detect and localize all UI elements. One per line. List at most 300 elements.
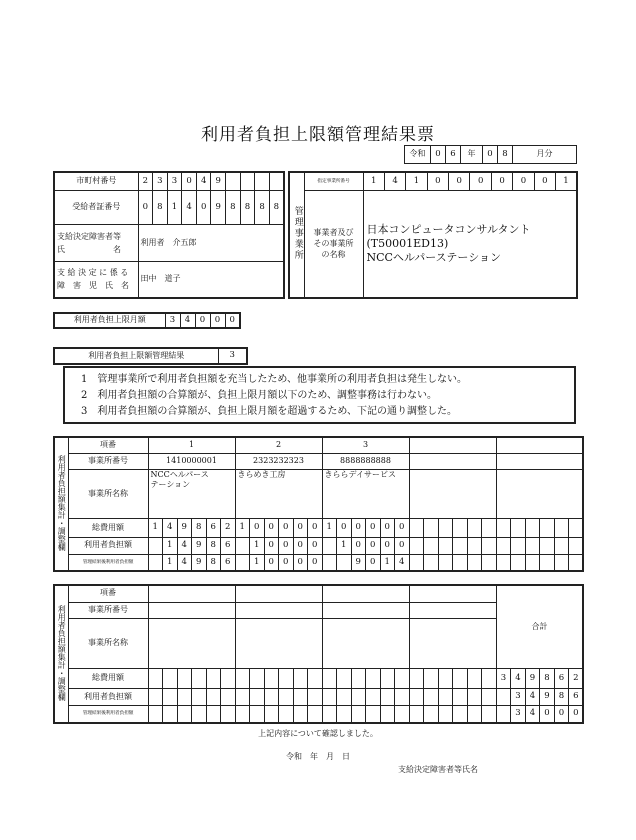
empty-digit [250,706,265,723]
grid-side-text: 利用者負担額集計・調整欄 [57,454,67,551]
year-unit: 年 [461,146,483,164]
amount-digit [554,537,569,554]
amount-digit [148,537,163,554]
designated-digit: 0 [513,172,534,190]
designated-digit: 4 [384,172,405,190]
grid-row-label: 管理結果後利用者負担額 [68,706,148,723]
empty-digit [308,669,323,689]
empty-digit [409,688,424,705]
amount-digit [482,537,497,554]
empty-digit [351,706,366,723]
office-number: 2323232323 [235,454,322,470]
form-title: 利用者負担上限額管理結果票 [201,125,435,145]
empty-digit [206,706,221,723]
empty-digit [438,706,453,723]
amount-digit [554,554,569,571]
office-name-cell: きららデイサービス [322,469,409,518]
empty-digit [409,669,424,689]
empty-digit [221,706,236,723]
empty-digit [192,669,207,689]
amount-digit: 8 [206,537,221,554]
empty-cell [409,618,496,669]
empty-digit [351,669,366,689]
grid-side-text: 利用者負担額集計・調整欄 [57,604,67,701]
amount-digit [525,519,540,538]
empty-digit [163,706,178,723]
empty-digit [192,688,207,705]
amount-digit [540,537,555,554]
empty-digit [453,706,468,723]
amount-digit [482,554,497,571]
amount-digit [496,554,511,571]
office-name-label-line: 事業者及び [313,228,354,238]
grid-row-label: 項番 [68,585,148,602]
amount-digit [496,537,511,554]
total-digit [496,706,511,723]
guardian-name: 利用者 介五郎 [138,225,284,262]
amount-digit [409,554,424,571]
total-digit: 6 [554,669,569,689]
amount-digit: 8 [206,554,221,571]
amount-digit [424,537,439,554]
empty-digit [293,669,308,689]
result-note: 1 管理事業所で利用者負担額を充当したため、他事業所の利用者負担は発生しない。 [81,374,467,385]
child-label [54,261,138,298]
amount-digit [525,537,540,554]
total-digit: 4 [525,688,540,705]
amount-digit: 0 [279,519,294,538]
amount-digit: 1 [163,537,178,554]
total-digit: 0 [569,706,584,723]
amount-digit: 0 [293,537,308,554]
amount-digit: 6 [221,554,236,571]
amount-digit [569,554,584,571]
amount-digit [540,554,555,571]
amount-digit: 9 [177,519,192,538]
amount-digit: 4 [395,554,410,571]
amount-digit [467,519,482,538]
amount-digit [424,519,439,538]
month-digit: 8 [498,146,513,164]
cap-digit: 0 [225,313,240,328]
amount-digit [424,554,439,571]
empty-digit [453,669,468,689]
amount-digit: 0 [351,537,366,554]
amount-digit [453,519,468,538]
municipality-digit: 4 [196,172,211,190]
empty-digit [366,706,381,723]
total-digit: 8 [540,669,555,689]
designated-digit: 0 [449,172,470,190]
certificate-digit: 9 [211,190,226,225]
result-notes [63,366,576,424]
empty-digit [163,688,178,705]
empty-digit [250,669,265,689]
month-unit: 月分 [513,146,577,164]
office-name-cell: きらめき工房 [235,469,322,518]
amount-digit [322,537,337,554]
amount-digit: 1 [322,519,337,538]
total-digit: 3 [496,669,511,689]
empty-cell [322,602,409,618]
cap-table [53,312,241,329]
empty-digit [293,706,308,723]
office-number [496,454,583,470]
designated-no-label: 指定事業所番号 [304,172,363,190]
amount-digit: 0 [264,537,279,554]
office-name-label [304,190,363,298]
amount-digit [467,537,482,554]
empty-digit [279,706,294,723]
empty-digit [380,688,395,705]
empty-digit [308,706,323,723]
blank-cell [269,172,284,190]
certificate-digit: 8 [269,190,284,225]
amount-digit: 4 [163,519,178,538]
designated-digit: 0 [470,172,491,190]
child-label-line: 障 害 児 氏 名 [57,281,129,291]
amount-digit: 0 [308,537,323,554]
amount-digit [409,519,424,538]
item-number [496,437,583,454]
amount-digit [235,537,250,554]
certificate-label: 受給者証番号 [54,190,138,225]
burden-grid-2 [53,584,584,724]
blank-cell [255,172,270,190]
empty-cell [322,585,409,602]
total-digit: 9 [540,688,555,705]
amount-digit [554,519,569,538]
empty-digit [337,706,352,723]
child-name: 田中 道子 [138,261,284,298]
designated-digit: 0 [427,172,448,190]
signature-label: 支給決定障害者等氏名 [398,765,478,774]
recipient-info-table [53,171,285,299]
empty-digit [438,669,453,689]
item-number: 1 [148,437,235,454]
manager-vertical-label [289,172,304,298]
total-digit: 9 [525,669,540,689]
amount-digit [511,537,526,554]
date-line: 令和 年 月 日 [286,752,350,761]
manager-office-table [288,171,578,299]
certificate-digit: 4 [182,190,197,225]
grid-row-label: 総費用額 [68,669,148,689]
amount-digit [569,537,584,554]
amount-digit [496,519,511,538]
office-name-cell: NCCヘルパース テーション [148,469,235,518]
empty-cell [235,585,322,602]
amount-digit [525,554,540,571]
grid-side-label [54,437,68,571]
amount-digit: 0 [380,537,395,554]
office-name-line: (T50001ED13) [366,236,449,250]
empty-digit [221,669,236,689]
designated-digit: 1 [363,172,384,190]
office-name-line: 日本コンピュータコンサルタント [366,222,531,236]
empty-digit [482,669,497,689]
office-number: 1410000001 [148,454,235,470]
empty-digit [467,688,482,705]
empty-digit [424,706,439,723]
designated-digit: 1 [406,172,427,190]
amount-digit: 0 [279,537,294,554]
amount-digit: 1 [250,554,265,571]
certificate-digit: 8 [226,190,241,225]
empty-digit [322,688,337,705]
result-table [53,347,248,365]
year-digit: 6 [446,146,461,164]
empty-digit [366,688,381,705]
empty-digit [395,669,410,689]
grid-row-label: 事業所番号 [68,602,148,618]
empty-digit [221,688,236,705]
amount-digit: 0 [250,519,265,538]
empty-cell [235,602,322,618]
municipality-digit: 3 [167,172,182,190]
amount-digit: 1 [337,537,352,554]
amount-digit: 9 [192,554,207,571]
empty-cell [148,602,235,618]
total-digit: 6 [569,688,584,705]
certificate-digit: 8 [153,190,168,225]
sum-label: 合計 [496,585,583,669]
designated-digit: 1 [556,172,577,190]
manager-vertical-text: 管理事業所 [292,206,303,262]
total-digit [496,688,511,705]
amount-digit: 0 [264,554,279,571]
amount-digit: 0 [308,519,323,538]
amount-digit: 0 [337,519,352,538]
empty-digit [235,706,250,723]
total-digit: 4 [525,706,540,723]
empty-digit [163,669,178,689]
amount-digit: 4 [177,554,192,571]
empty-cell [409,602,496,618]
cap-digit: 3 [165,313,180,328]
amount-digit [453,537,468,554]
grid-side-label [54,585,68,723]
municipality-digit: 0 [182,172,197,190]
grid-row-label: 事業所番号 [68,454,148,470]
office-name-line: NCCヘルパーステーション [366,250,501,264]
empty-cell [322,618,409,669]
amount-digit [482,519,497,538]
amount-digit [148,554,163,571]
empty-digit [250,688,265,705]
amount-digit: 0 [366,554,381,571]
office-name [363,190,577,298]
cap-digit: 0 [195,313,210,328]
amount-digit: 0 [395,537,410,554]
amount-digit: 0 [395,519,410,538]
amount-digit: 1 [148,519,163,538]
result-note: 2 利用者負担額の合算額が、負担上限月額以下のため、調整事務は行わない。 [81,390,437,401]
amount-digit: 1 [235,519,250,538]
empty-digit [337,688,352,705]
empty-digit [235,688,250,705]
municipality-digit: 2 [138,172,153,190]
amount-digit: 1 [163,554,178,571]
empty-digit [148,669,163,689]
empty-digit [467,669,482,689]
amount-digit [453,554,468,571]
municipality-digit: 9 [211,172,226,190]
amount-digit: 0 [366,537,381,554]
grid-row-label: 利用者負担額 [68,688,148,705]
amount-digit: 1 [250,537,265,554]
total-digit: 3 [511,688,526,705]
amount-digit: 6 [221,537,236,554]
amount-digit [409,537,424,554]
guardian-label [54,225,138,262]
era-label: 令和 [405,146,431,164]
total-digit: 0 [540,706,555,723]
empty-digit [192,706,207,723]
amount-digit: 0 [351,519,366,538]
total-digit: 8 [554,688,569,705]
office-name-label-line: その事業所 [313,239,354,249]
certificate-digit: 8 [240,190,255,225]
amount-digit: 0 [366,519,381,538]
month-digit: 0 [483,146,498,164]
amount-digit: 4 [177,537,192,554]
empty-digit [409,706,424,723]
amount-digit: 0 [293,554,308,571]
empty-digit [380,706,395,723]
item-number [409,437,496,454]
amount-digit: 8 [192,519,207,538]
office-number: 8888888888 [322,454,409,470]
empty-digit [322,706,337,723]
certificate-digit: 0 [196,190,211,225]
amount-digit [235,554,250,571]
empty-digit [264,669,279,689]
empty-digit [235,669,250,689]
amount-digit [467,554,482,571]
amount-digit: 1 [380,554,395,571]
empty-cell [409,585,496,602]
total-digit: 0 [554,706,569,723]
office-name-label-line: の名称 [321,250,346,260]
guardian-label-line: 支給決定障害者等 [57,232,121,242]
cap-digit: 0 [210,313,225,328]
empty-digit [177,688,192,705]
amount-digit: 0 [293,519,308,538]
amount-digit [337,554,352,571]
amount-digit [438,554,453,571]
amount-digit [540,519,555,538]
empty-digit [177,669,192,689]
cap-digit: 4 [180,313,195,328]
year-digit: 0 [431,146,446,164]
designated-digit: 0 [534,172,555,190]
office-name-cell [409,469,496,518]
grid-row-label: 利用者負担額 [68,537,148,554]
empty-digit [395,706,410,723]
office-number [409,454,496,470]
amount-digit [511,519,526,538]
amount-digit: 6 [206,519,221,538]
municipality-label: 市町村番号 [54,172,138,190]
empty-digit [322,669,337,689]
empty-digit [308,688,323,705]
grid-row-label: 総費用額 [68,519,148,538]
amount-digit [438,537,453,554]
amount-digit [322,554,337,571]
empty-digit [293,688,308,705]
amount-digit [569,519,584,538]
empty-digit [467,706,482,723]
amount-digit [511,554,526,571]
result-label: 利用者負担上限額管理結果 [54,348,218,364]
total-digit: 4 [511,669,526,689]
amount-digit: 0 [264,519,279,538]
empty-digit [395,688,410,705]
empty-digit [482,688,497,705]
designated-digit: 0 [491,172,512,190]
certificate-digit: 1 [167,190,182,225]
empty-digit [264,706,279,723]
certificate-digit: 0 [138,190,153,225]
certificate-digit: 8 [255,190,270,225]
empty-digit [279,669,294,689]
empty-digit [337,669,352,689]
amount-digit: 9 [192,537,207,554]
empty-digit [424,688,439,705]
guardian-label-line: 氏 名 [57,245,121,255]
municipality-digit: 3 [153,172,168,190]
empty-digit [264,688,279,705]
date-table [404,145,577,164]
empty-digit [424,669,439,689]
empty-cell [235,618,322,669]
empty-digit [206,669,221,689]
blank-cell [240,172,255,190]
amount-digit: 2 [221,519,236,538]
amount-digit: 0 [308,554,323,571]
amount-digit [438,519,453,538]
empty-digit [279,688,294,705]
total-digit: 3 [511,706,526,723]
empty-cell [148,585,235,602]
empty-digit [148,706,163,723]
empty-digit [438,688,453,705]
item-number: 2 [235,437,322,454]
amount-digit: 0 [279,554,294,571]
empty-cell [148,618,235,669]
blank-cell [226,172,241,190]
result-note: 3 利用者負担額の合算額が、負担上限月額を超過するため、下記の通り調整した。 [81,406,457,417]
empty-digit [148,688,163,705]
empty-digit [366,669,381,689]
grid-row-label: 管理結果後利用者負担額 [68,554,148,571]
empty-digit [177,706,192,723]
grid-row-label: 項番 [68,437,148,454]
empty-digit [351,688,366,705]
office-name-cell [496,469,583,518]
item-number: 3 [322,437,409,454]
amount-digit: 0 [380,519,395,538]
confirm-text: 上記内容について確認しました。 [258,729,378,738]
total-digit: 2 [569,669,584,689]
empty-digit [482,706,497,723]
child-label-line: 支 給 決 定 に 係 る [57,268,129,278]
burden-grid-1 [53,436,584,572]
grid-row-label: 事業所名称 [68,618,148,669]
grid-row-label: 事業所名称 [68,469,148,518]
empty-digit [206,688,221,705]
